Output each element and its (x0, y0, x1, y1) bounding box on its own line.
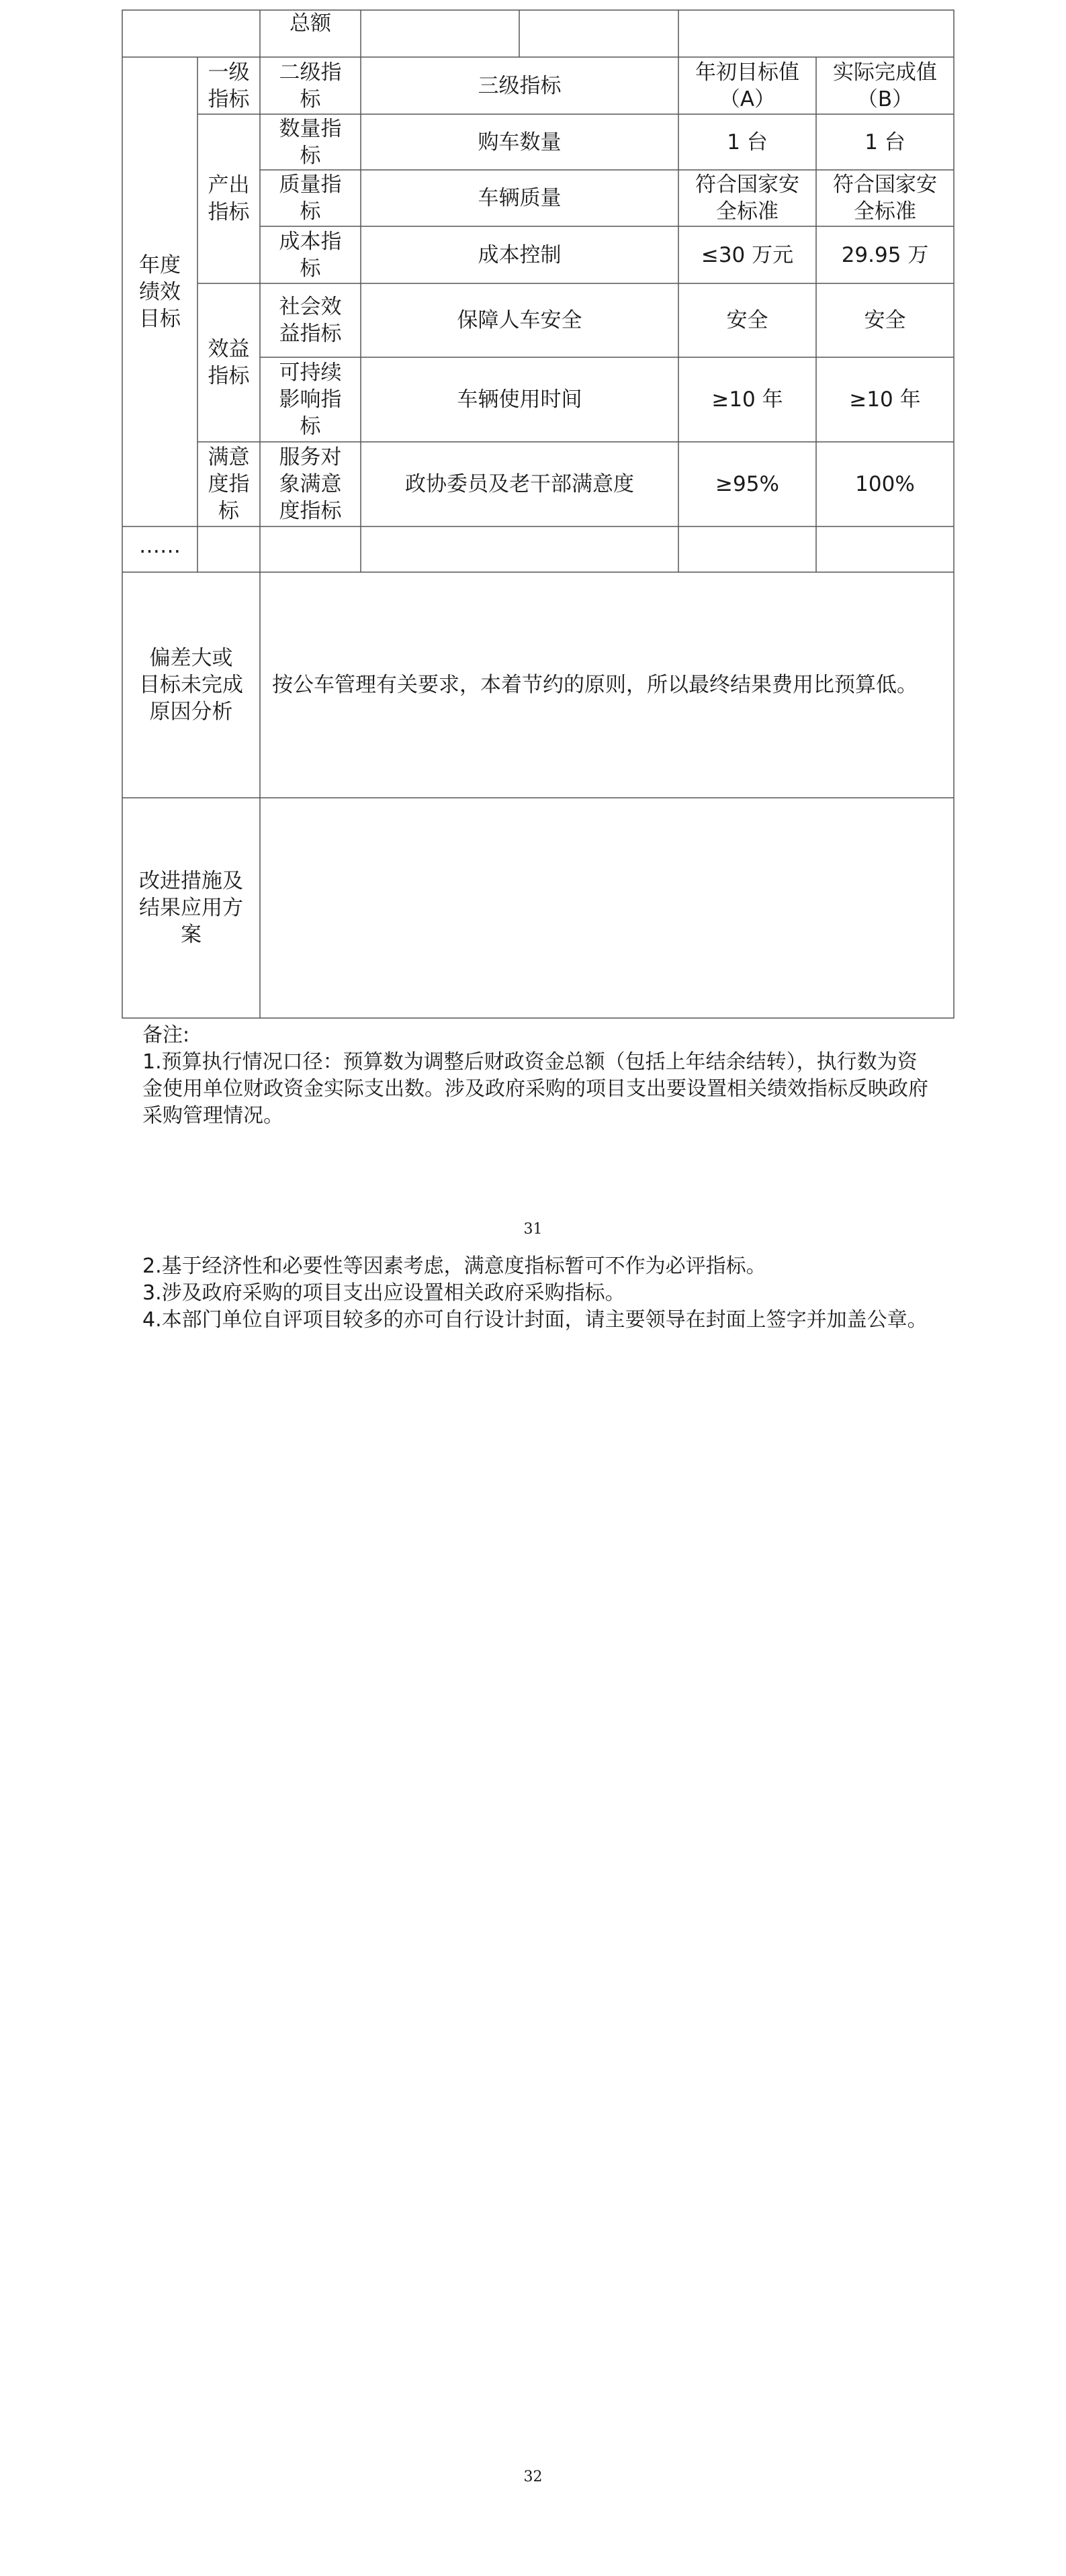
row-sustainable-actual: ≥10 年 (849, 387, 921, 412)
row-quality-level2: 质量指 标 (279, 173, 342, 224)
row-satisfaction-level3: 政协委员及老干部满意度 (405, 472, 634, 496)
row-quantity-actual: 1 台 (864, 130, 905, 154)
row-cost-level2: 成本指 标 (279, 229, 342, 281)
ellipsis-row: …… (139, 534, 181, 558)
row-social-target: 安全 (726, 308, 768, 332)
note-1: 1.预算执行情况口径：预算数为调整后财政资金总额（包括上年结余结转），执行数为资金使用单位财政资金实际支出数。涉及政府采购的项目支出要设置相关绩效指标反映政府采购管理情况。 (142, 1050, 928, 1128)
note-4: 4.本部门单位自评项目较多的亦可自行设计封面，请主要领导在封面上签字并加盖公章。 (142, 1308, 928, 1332)
total-amount-label: 总额 (290, 11, 331, 36)
deviation-label: 偏差大或 目标未完成 原因分析 (139, 646, 243, 724)
notes-title: 备注: (142, 1023, 190, 1047)
annual-performance-goal-label: 年度 绩效 目标 (139, 252, 181, 331)
row-quality-target: 符合国家安 全标准 (695, 173, 799, 224)
group-satisfaction: 满意 度指 标 (208, 445, 250, 523)
row-quantity-level2: 数量指 标 (279, 116, 342, 168)
header-target: 年初目标值 （A） (695, 60, 799, 111)
header-level3: 三级指标 (478, 73, 562, 98)
row-quality-level3: 车辆质量 (478, 186, 562, 210)
note-3: 3.涉及政府采购的项目支出应设置相关政府采购指标。 (142, 1281, 625, 1305)
header-level1: 一级 指标 (208, 60, 250, 111)
row-quantity-target: 1 台 (727, 130, 768, 154)
row-social-level3: 保障人车安全 (457, 308, 582, 332)
page-number-31: 31 (523, 1221, 543, 1238)
row-sustainable-level2: 可持续 影响指 标 (279, 361, 342, 439)
group-output: 产出 指标 (208, 173, 250, 224)
row-satisfaction-level2: 服务对 象满意 度指标 (279, 445, 342, 523)
note-2: 2.基于经济性和必要性等因素考虑，满意度指标暂可不作为必评指标。 (142, 1254, 766, 1278)
row-social-actual: 安全 (864, 308, 906, 332)
group-benefit: 效益 指标 (208, 337, 250, 388)
row-cost-actual: 29.95 万 (841, 242, 929, 267)
header-actual: 实际完成值 （B） (833, 60, 937, 111)
row-sustainable-level3: 车辆使用时间 (457, 387, 582, 412)
header-level2: 二级指 标 (279, 60, 342, 111)
page-number-32: 32 (523, 2469, 543, 2485)
row-cost-level3: 成本控制 (478, 242, 562, 267)
row-quality-actual: 符合国家安 全标准 (833, 173, 937, 224)
row-satisfaction-actual: 100% (855, 472, 915, 496)
row-sustainable-target: ≥10 年 (711, 387, 783, 412)
row-quantity-level3: 购车数量 (478, 130, 562, 154)
row-social-level2: 社会效 益指标 (279, 295, 342, 346)
deviation-text: 按公车管理有关要求，本着节约的原则，所以最终结果费用比预算低。 (272, 673, 918, 697)
row-satisfaction-target: ≥95% (715, 472, 779, 496)
row-cost-target: ≤30 万元 (701, 242, 794, 267)
improvement-label: 改进措施及 结果应用方 案 (139, 869, 243, 947)
improvement-text (260, 798, 954, 1018)
